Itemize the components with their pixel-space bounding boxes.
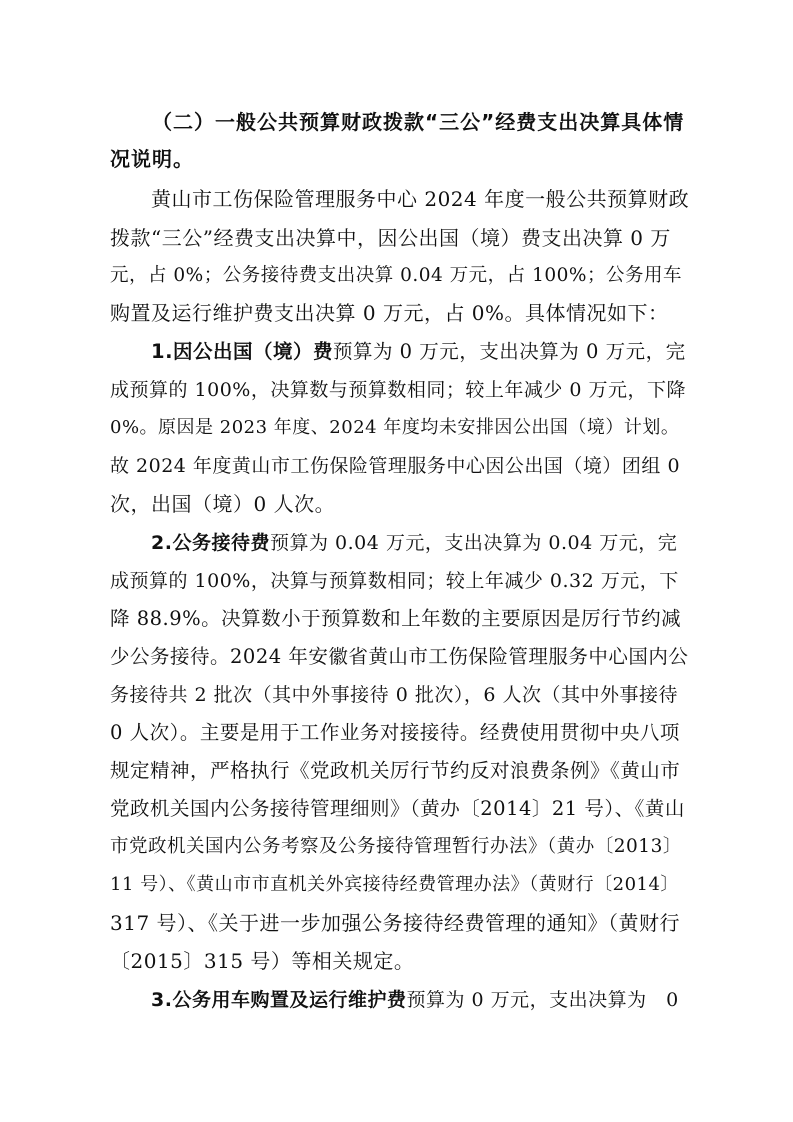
item2-line-2: 成预算的 100%，决算与预算数相同；较上年减少 0.32 万元，下 — [110, 570, 679, 592]
item2-title: 2.公务接待费 — [151, 532, 270, 554]
item2-line-6: 0 人次）。主要是用于工作业务对接接待。经费使用贯彻中央八项 — [110, 721, 680, 744]
item1-line-2: 成预算的 100%，决算数与预算数相同；较上年减少 0 万元，下降 — [110, 379, 687, 401]
item2-line-8: 党政机关国内公务接待管理细则》（黄办〔2014〕21 号）、《黄山 — [110, 797, 685, 820]
item2-first-rest: 预算为 0.04 万元，支出决算为 0.04 万元，完 — [269, 532, 678, 554]
intro-line-3: 元，占 0%；公务接待费支出决算 0.04 万元，占 100%；公务用车 — [110, 265, 682, 286]
section-heading-line-1: （二）一般公共预算财政拨款“三公”经费支出决算具体情 — [152, 110, 685, 134]
item2-line-9: 市党政机关国内公务考察及公务接待管理暂行办法》（黄办〔2013〕 — [110, 836, 682, 857]
item2-line-4: 少公务接待。2024 年安徽省黄山市工伤保险管理服务中心国内公 — [110, 645, 689, 668]
item1-line-5: 次，出国（境）0 人次。 — [110, 492, 336, 516]
item1-first-rest: 预算为 0 万元，支出决算为 0 万元，完 — [332, 340, 686, 363]
item3-line-1 — [151, 989, 679, 1011]
item1-line-3: 0%。原因是 2023 年度、2024 年度均未安排因公出国（境）计划。 — [110, 417, 680, 438]
item2-line-10: 11 号）、《黄山市市直机关外宾接待经费管理办法》（黄财行〔2014〕 — [110, 874, 679, 895]
intro-line-2: 拨款“三公”经费支出决算中，因公出国（境）费支出决算 0 万 — [110, 226, 671, 250]
item1-line-1 — [151, 341, 686, 363]
item3-title: 3.公务用车购置及运行维护费 — [151, 989, 407, 1011]
item1-line-4: 故 2024 年度黄山市工伤保险管理服务中心因公出国（境）团组 0 — [110, 455, 681, 477]
item2-line-11: 317 号）、《关于进一步加强公务接待经费管理的通知》（黄财行 — [110, 911, 681, 935]
item2-line-7: 规定精神，严格执行《党政机关厉行节约反对浪费条例》《黄山市 — [110, 759, 681, 782]
item2-line-1 — [151, 532, 677, 554]
item2-line-3: 降 88.9%。决算数小于预算数和上年数的主要原因是厉行节约减 — [110, 607, 682, 630]
item1-title: 1.因公出国（境）费 — [151, 340, 333, 363]
item2-line-12: 〔2015〕315 号）等相关规定。 — [110, 949, 415, 973]
item2-line-5: 务接待共 2 批次（其中外事接待 0 批次），6 人次（其中外事接待 — [110, 684, 678, 706]
intro-line-4: 购置及运行维护费支出决算 0 万元，占 0%。具体情况如下： — [110, 301, 669, 325]
intro-line-1: 黄山市工伤保险管理服务中心 2024 年度一般公共预算财政 — [151, 187, 690, 211]
section-heading-line-2: 况说明。 — [110, 147, 194, 171]
item3-first-rest: 预算为 0 万元，支出决算为 0 — [406, 989, 679, 1011]
